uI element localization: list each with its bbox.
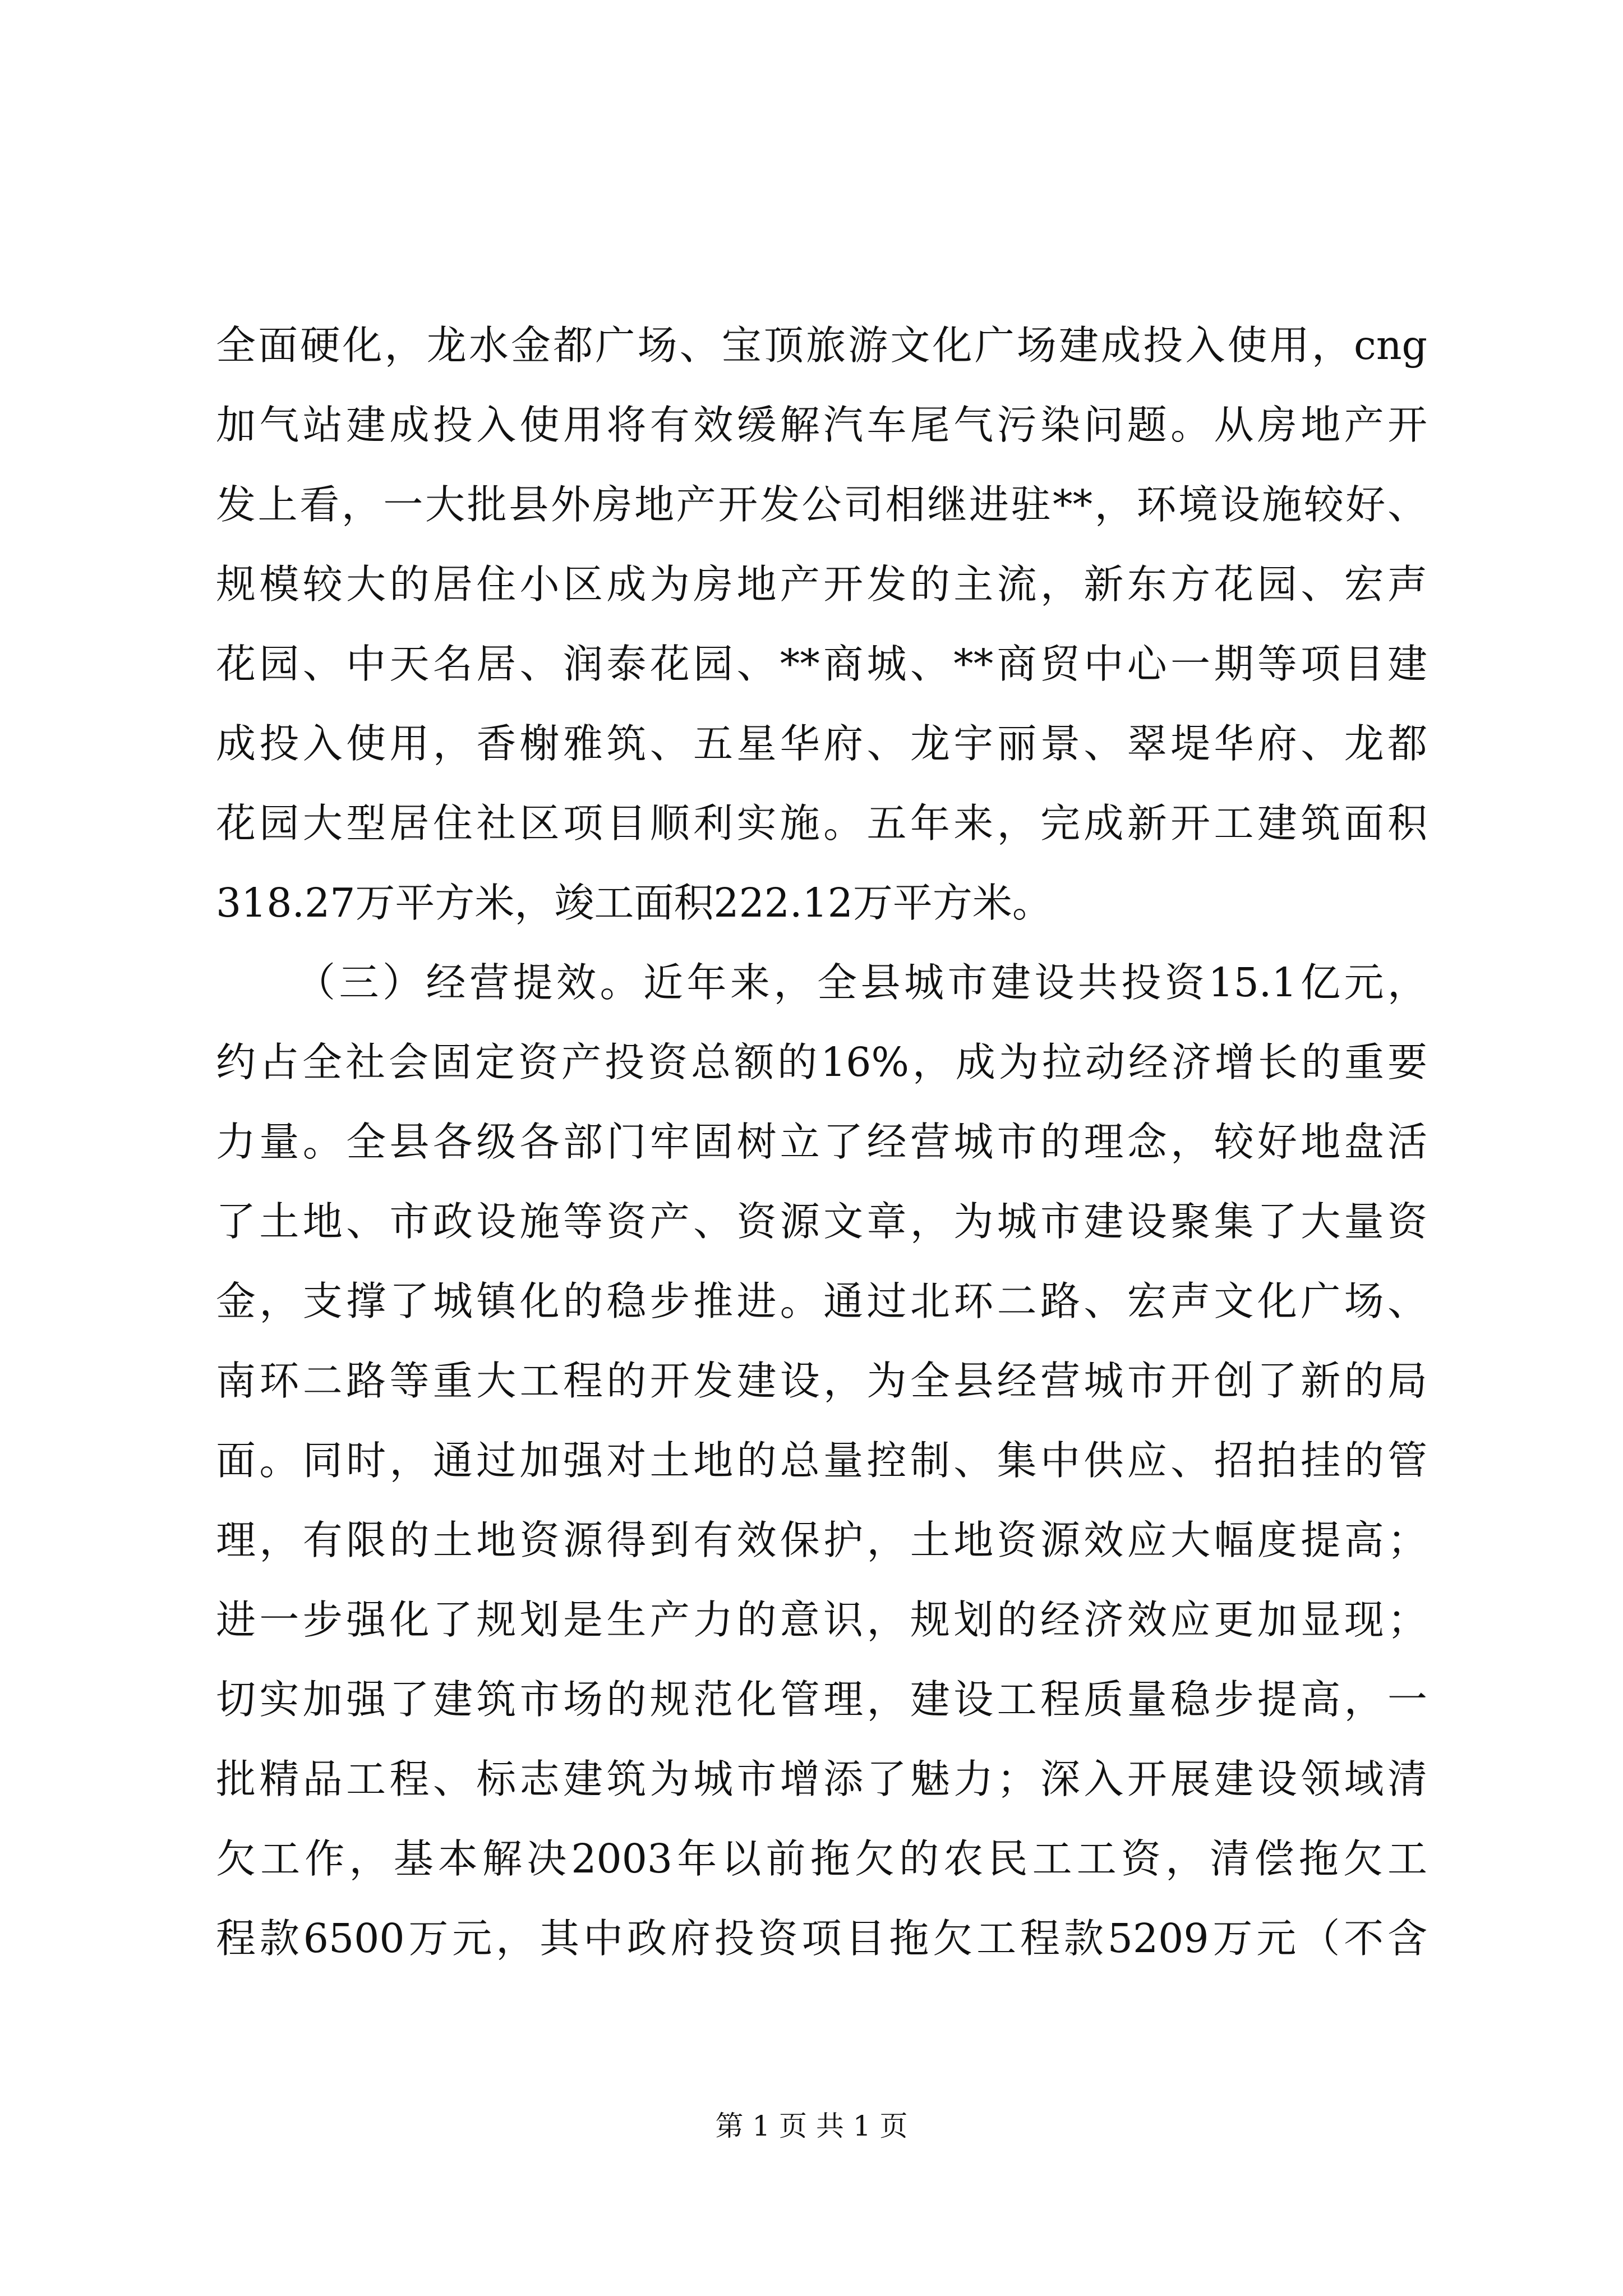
text-line: 成投入使用，香榭雅筑、五星华府、龙宇丽景、翠堤华府、龙都 xyxy=(216,720,1427,767)
text-line: 欠工作，基本解决2003年以前拖欠的农民工工资，清偿拖欠工 xyxy=(216,1835,1427,1882)
text-line: 面。同时，通过加强对土地的总量控制、集中供应、招拍挂的管 xyxy=(216,1437,1427,1484)
text-line: 金，支撑了城镇化的稳步推进。通过北环二路、宏声文化广场、 xyxy=(216,1278,1427,1324)
text-line: 理，有限的土地资源得到有效保护，土地资源效应大幅度提高； xyxy=(216,1517,1427,1563)
text-line: 切实加强了建筑市场的规范化管理，建设工程质量稳步提高，一 xyxy=(216,1676,1427,1723)
page-footer: 第 1 页 共 1 页 xyxy=(715,2110,908,2142)
section-heading-line: （三）经营提效。近年来，全县城市建设共投资15.1亿元， xyxy=(296,959,1427,1006)
text-line: 南环二路等重大工程的开发建设，为全县经营城市开创了新的局 xyxy=(216,1358,1427,1404)
text-line: 全面硬化，龙水金都广场、宝顶旅游文化广场建成投入使用，cng xyxy=(216,322,1427,369)
text-line: 力量。全县各级各部门牢固树立了经营城市的理念，较好地盘活 xyxy=(216,1119,1427,1165)
text-line: 318.27万平方米，竣工面积222.12万平方米。 xyxy=(216,880,1052,926)
text-line: 程款6500万元，其中政府投资项目拖欠工程款5209万元（不含 xyxy=(216,1915,1427,1962)
text-line: 约占全社会固定资产投资总额的16%，成为拉动经济增长的重要 xyxy=(216,1039,1427,1085)
text-line: 批精品工程、标志建筑为城市增添了魅力；深入开展建设领域清 xyxy=(216,1756,1427,1802)
text-line: 花园大型居住社区项目顺利实施。五年来，完成新开工建筑面积 xyxy=(216,800,1427,846)
text-line: 规模较大的居住小区成为房地产开发的主流，新东方花园、宏声 xyxy=(216,561,1427,608)
text-line: 花园、中天名居、润泰花园、**商城、**商贸中心一期等项目建 xyxy=(216,641,1427,687)
text-line: 了土地、市政设施等资产、资源文章，为城市建设聚集了大量资 xyxy=(216,1198,1427,1245)
text-line: 发上看，一大批县外房地产开发公司相继进驻**，环境设施较好、 xyxy=(216,481,1427,528)
body-text xyxy=(216,306,1427,1978)
text-line: 加气站建成投入使用将有效缓解汽车尾气污染问题。从房地产开 xyxy=(216,402,1427,448)
text-line: 进一步强化了规划是生产力的意识，规划的经济效应更加显现； xyxy=(216,1596,1427,1643)
